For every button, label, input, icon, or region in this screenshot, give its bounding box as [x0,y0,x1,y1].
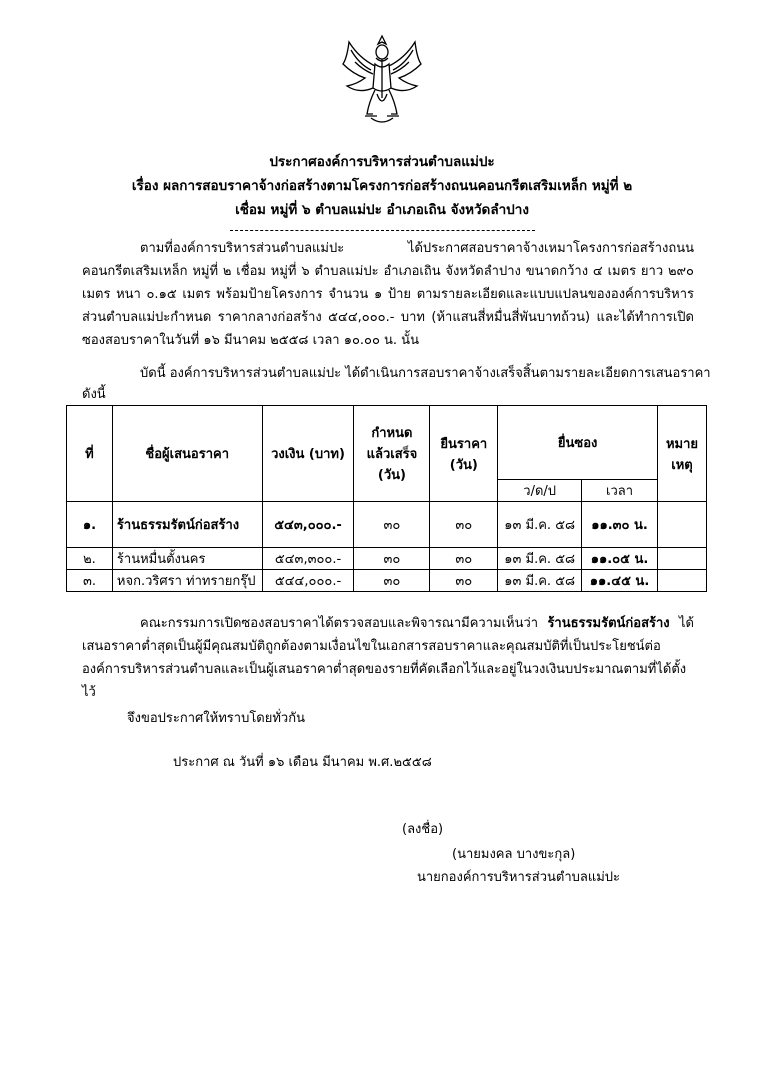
row-no: ๒. [67,548,113,570]
row-bidder-name: หจก.วริศรา ท่าทรายกรุ๊ป [112,570,262,592]
row-date: ๑๓ มี.ค. ๕๘ [498,502,582,548]
row-amount: ๕๔๓,๓๐๐.- [262,548,354,570]
announcement-title: ประกาศองค์การบริหารส่วนตำบลแม่ปะ [269,154,495,170]
row-date: ๑๓ มี.ค. ๕๘ [498,570,582,592]
table-row [67,570,707,592]
bid-results-table [66,405,707,592]
row-amount: ๕๔๔,๐๐๐.- [262,570,354,592]
header-submission: ยื่นซอง [498,406,658,480]
row-bidder-name: ร้านธรรมรัตน์ก่อสร้าง [112,502,262,548]
committee-text: คณะกรรมการเปิดซองสอบราคาได้ตรวจสอบและพิจารณามีความเห็นว่า [140,616,548,631]
header-time: เวลา [582,480,658,502]
row-price-hold: ๓๐ [430,548,498,570]
subject-line-continued: เชื่อม หมู่ที่ ๖ ตำบลแม่ปะ อำเภอเถิน จังหวัดลำปาง [235,202,529,218]
row-no: ๓. [67,570,113,592]
table-row [67,548,707,570]
row-time: ๑๑.๔๕ น. [582,570,658,592]
row-no: ๑. [67,502,113,548]
subject-line: เรื่อง ผลการสอบราคาจ้างก่อสร้างตามโครงการก่อสร้างถนนคอนกรีตเสริมเหล็ก หมู่ที่ ๒ [131,178,633,194]
committee-text-continued: ได้เสนอราคาต่ำสุดเป็นผู้มีคุณสมบัติถูกต้องตามเงื่อนไขในเอกสารสอบราคาและคุณสมบัติที่เป็นประโยชน์ต่อองค์การบริหารส่วนตำบลและเป็นผู้เสนอราคาต่ำสุดของรายที่คัดเลือกไว้และอยู่ในวงเงินบประมาณตามที่ได้ตั้งไว้ [82,616,694,700]
row-remarks [657,570,706,592]
header-divider [230,230,535,231]
row-date: ๑๓ มี.ค. ๕๘ [498,548,582,570]
row-bidder-name: ร้านหมื่นตั้งนคร [112,548,262,570]
signature-label: (ลงชื่อ) [402,822,444,837]
row-amount: ๕๔๓,๐๐๐.- [262,502,354,548]
signatory-title: นายกองค์การบริหารส่วนตำบลแม่ปะ [417,870,621,885]
committee-paragraph [82,612,694,704]
header-price-hold: ยืนราคา (วัน) [430,406,498,502]
header-date: ว/ด/ป [498,480,582,502]
winning-bidder: ร้านธรรมรัตน์ก่อสร้าง [547,616,670,631]
row-deadline: ๓๐ [354,502,430,548]
signatory-name: (นายมงคล บางขะกุล) [452,847,576,862]
row-price-hold: ๓๐ [430,502,498,548]
closing-statement: จึงขอประกาศให้ทราบโดยทั่วกัน [127,711,305,726]
intro-paragraph: ตามที่องค์การบริหารส่วนตำบลแม่ปะ ได้ประกาศสอบราคาจ้างเหมาโครงการก่อสร้างถนนคอนกรีตเสริมเหล็ก หมู่ที่ ๒ เชื่อม หมู่ที่ ๖ ตำบลแม่ปะ อำเภอเถิน จังหวัดลำปาง ขนาดกว้าง ๔ เมตร ยาว ๒๙๐ เมตร หนา ๐.๑๕ เมตร พร้อมป้ายโครงการ จำนวน ๑ ป้าย ตามรายละเอียดและแบบแปลนขององค์การบริหารส่วนตำบลแม่ปะกำหนด ราคากลางก่อสร้าง ๕๔๔,๐๐๐.- บาท (ห้าแสนสี่หมื่นสี่พันบาทถ้วน) และได้ทำการเปิดซองสอบราคาในวันที่ ๑๖ มีนาคม ๒๕๕๘ เวลา ๑๐.๐๐ น. นั้น [82,241,694,348]
result-intro: บัดนี้ องค์การบริหารส่วนตำบลแม่ปะ ได้ดำเนินการสอบราคาจ้างเสร็จสิ้นตามรายละเอียดการเสนอราคา [140,366,711,381]
row-time: ๑๑.๓๐ น. [582,502,658,548]
header-no: ที่ [67,406,113,502]
row-remarks [657,502,706,548]
announcement-date: ประกาศ ณ วันที่ ๑๖ เดือน มีนาคม พ.ศ.๒๕๕๘ [173,755,432,770]
row-time: ๑๑.๐๕ น. [582,548,658,570]
header-remarks: หมาย เหตุ [657,406,706,502]
row-deadline: ๓๐ [354,548,430,570]
row-price-hold: ๓๐ [430,570,498,592]
header-bidder-name: ชื่อผู้เสนอราคา [112,406,262,502]
garuda-emblem-icon [337,28,427,128]
result-intro-continued: ดังนี้ [82,387,106,402]
row-remarks [657,548,706,570]
table-row [67,502,707,548]
header-amount: วงเงิน (บาท) [262,406,354,502]
header-deadline: กำหนด แล้วเสร็จ (วัน) [354,406,430,502]
row-deadline: ๓๐ [354,570,430,592]
